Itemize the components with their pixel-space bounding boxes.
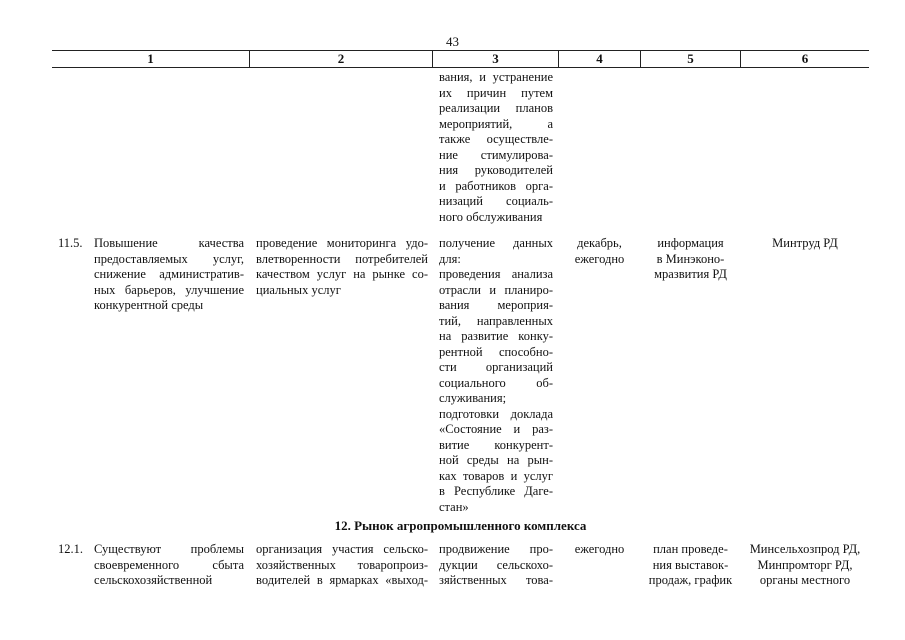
row-11-5-action: проведение мониторинга удо- влетворенности потребителей качеством услуг на рынке со- циальных услуг <box>256 236 428 297</box>
column-header-1: 1 <box>147 51 154 66</box>
row-12-1-deadline: ежегодно <box>574 542 625 556</box>
row-12-1-result: продвижение про- дукции сельскохо- зяйственных това- <box>439 542 553 587</box>
column-header-5: 5 <box>687 51 694 66</box>
row-11-5-number: 11.5. <box>58 236 83 250</box>
section-12-title: 12. Рынок агропромышленного комплекса <box>334 518 587 533</box>
continuation-col3-text: вания, и устранение их причин путем реализации планов мероприятий, а также осуществле- ние стимулирова- ния руководителей и работников орга- низаций социаль- ного обслуживания <box>439 70 553 224</box>
row-12-1-action: организация участия сельско- хозяйственных товаропроиз- водителей в ярмарках «выход- <box>256 542 428 587</box>
row-11-5-deadline: декабрь, ежегодно <box>574 236 625 266</box>
column-header-3: 3 <box>492 51 499 66</box>
row-11-5-measure: Повышение качества предоставляемых услуг, снижение административ- ных барьеров, улучшение конкурентной среды <box>94 236 244 312</box>
row-12-1-number: 12.1. <box>58 542 83 556</box>
page-number: 43 <box>446 34 459 49</box>
table-header-bottom-rule <box>52 67 869 68</box>
row-11-5-result: получение данных для: проведения анализа отрасли и планиро- вания мероприя- тий, направленных на развитие конку- рентной способно- сти организаций социального об- служивания; подготовки доклада «Состояние и раз- витие конкурент- ной среды на рын- ках товаров и услуг в Республике Даге- стан» <box>439 236 553 514</box>
row-11-5-responsible: Минтруд РД <box>772 236 838 250</box>
column-header-6: 6 <box>801 51 809 66</box>
row-12-1-report: план проведе- ния выставок- продаж, график <box>648 542 733 587</box>
row-11-5-report: информация в Минэконо- мразвития РД <box>654 236 727 281</box>
row-12-1-measure: Существуют проблемы своевременного сбыта сельскохозяйственной <box>94 542 244 587</box>
column-header-2: 2 <box>337 51 345 66</box>
row-12-1-responsible: Минсельхозпрод РД, Минпромторг РД, органы местного <box>749 542 861 587</box>
column-header-4: 4 <box>596 51 603 66</box>
